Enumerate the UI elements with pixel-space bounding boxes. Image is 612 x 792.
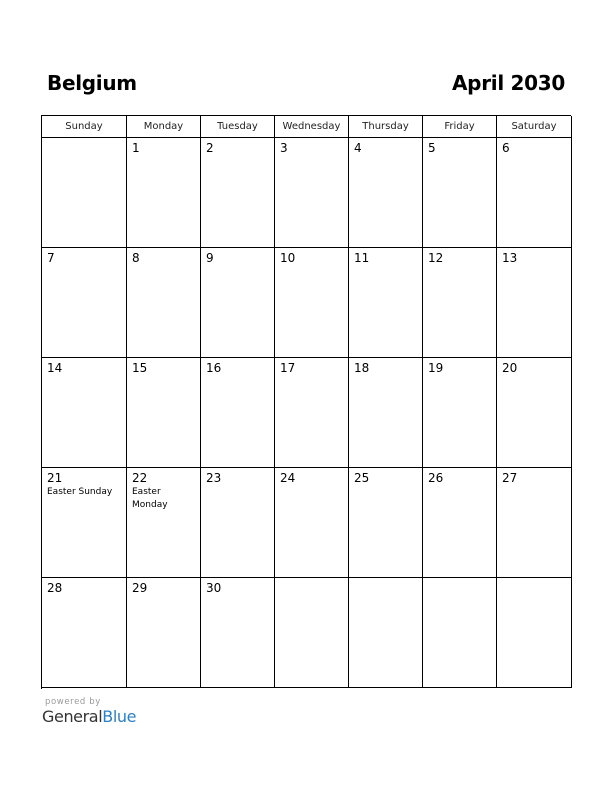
- weekday-header-wednesday: Wednesday: [275, 116, 349, 138]
- day-number: 2: [206, 141, 214, 155]
- day-cell: [42, 578, 127, 688]
- day-number: 22: [132, 471, 148, 485]
- holiday-label: Easter Monday: [132, 487, 168, 510]
- generalblue-logo[interactable]: [42, 707, 136, 727]
- day-number: 28: [47, 581, 63, 595]
- day-number: 13: [502, 251, 518, 265]
- day-cell: [42, 138, 127, 248]
- day-cell: [127, 138, 201, 248]
- day-cell: [42, 468, 127, 578]
- day-cell: [275, 138, 349, 248]
- day-number: 10: [280, 251, 296, 265]
- day-cell: [349, 468, 423, 578]
- day-number: 5: [428, 141, 436, 155]
- day-number: 20: [502, 361, 518, 375]
- day-cell: [201, 358, 275, 468]
- day-number: 3: [280, 141, 288, 155]
- day-cell: [201, 468, 275, 578]
- day-cell: [275, 248, 349, 358]
- day-cell: [423, 138, 497, 248]
- holiday-label: Easter Sunday: [47, 487, 113, 497]
- day-number: 7: [47, 251, 55, 265]
- day-cell: [423, 358, 497, 468]
- day-number: 9: [206, 251, 214, 265]
- day-cell: [127, 468, 201, 578]
- weekday-header-thursday: Thursday: [349, 116, 423, 138]
- day-number: 4: [354, 141, 362, 155]
- day-cell: [201, 138, 275, 248]
- day-cell: [42, 358, 127, 468]
- day-cell: [423, 468, 497, 578]
- day-number: 27: [502, 471, 518, 485]
- day-number: 26: [428, 471, 444, 485]
- day-cell: [127, 578, 201, 688]
- calendar-grid: [41, 115, 571, 689]
- brand-name-blue: Blue: [102, 707, 137, 726]
- day-number: 6: [502, 141, 510, 155]
- day-cell: [127, 248, 201, 358]
- day-number: 29: [132, 581, 148, 595]
- day-cell: [275, 468, 349, 578]
- day-number: 30: [206, 581, 222, 595]
- day-cell: [201, 248, 275, 358]
- day-cell: [349, 578, 423, 688]
- weekday-header-tuesday: Tuesday: [201, 116, 275, 138]
- day-cell: [423, 578, 497, 688]
- day-cell: [497, 578, 572, 688]
- weekday-header-saturday: Saturday: [497, 116, 572, 138]
- day-cell: [275, 358, 349, 468]
- day-number: 19: [428, 361, 444, 375]
- day-cell: [349, 248, 423, 358]
- day-cell: [497, 468, 572, 578]
- day-number: 25: [354, 471, 370, 485]
- country-title: Belgium: [47, 71, 137, 95]
- weekday-header-monday: Monday: [127, 116, 201, 138]
- day-cell: [349, 138, 423, 248]
- day-cell: [497, 138, 572, 248]
- month-year-title: April 2030: [452, 71, 565, 95]
- day-cell: [497, 248, 572, 358]
- day-number: 24: [280, 471, 296, 485]
- day-number: 15: [132, 361, 148, 375]
- day-cell: [349, 358, 423, 468]
- day-number: 8: [132, 251, 140, 265]
- weekday-header-friday: Friday: [423, 116, 497, 138]
- brand-name-general: General: [42, 707, 103, 726]
- day-number: 18: [354, 361, 370, 375]
- day-number: 14: [47, 361, 63, 375]
- day-cell: [423, 248, 497, 358]
- day-number: 17: [280, 361, 296, 375]
- day-number: 23: [206, 471, 222, 485]
- day-number: 12: [428, 251, 444, 265]
- day-cell: [275, 578, 349, 688]
- day-cell: [127, 358, 201, 468]
- weekday-header-sunday: Sunday: [42, 116, 127, 138]
- day-cell: [201, 578, 275, 688]
- day-number: 21: [47, 471, 63, 485]
- day-number: 11: [354, 251, 370, 265]
- day-number: 1: [132, 141, 140, 155]
- day-cell: [497, 358, 572, 468]
- day-cell: [42, 248, 127, 358]
- powered-by-text: powered by: [45, 697, 101, 707]
- day-number: 16: [206, 361, 222, 375]
